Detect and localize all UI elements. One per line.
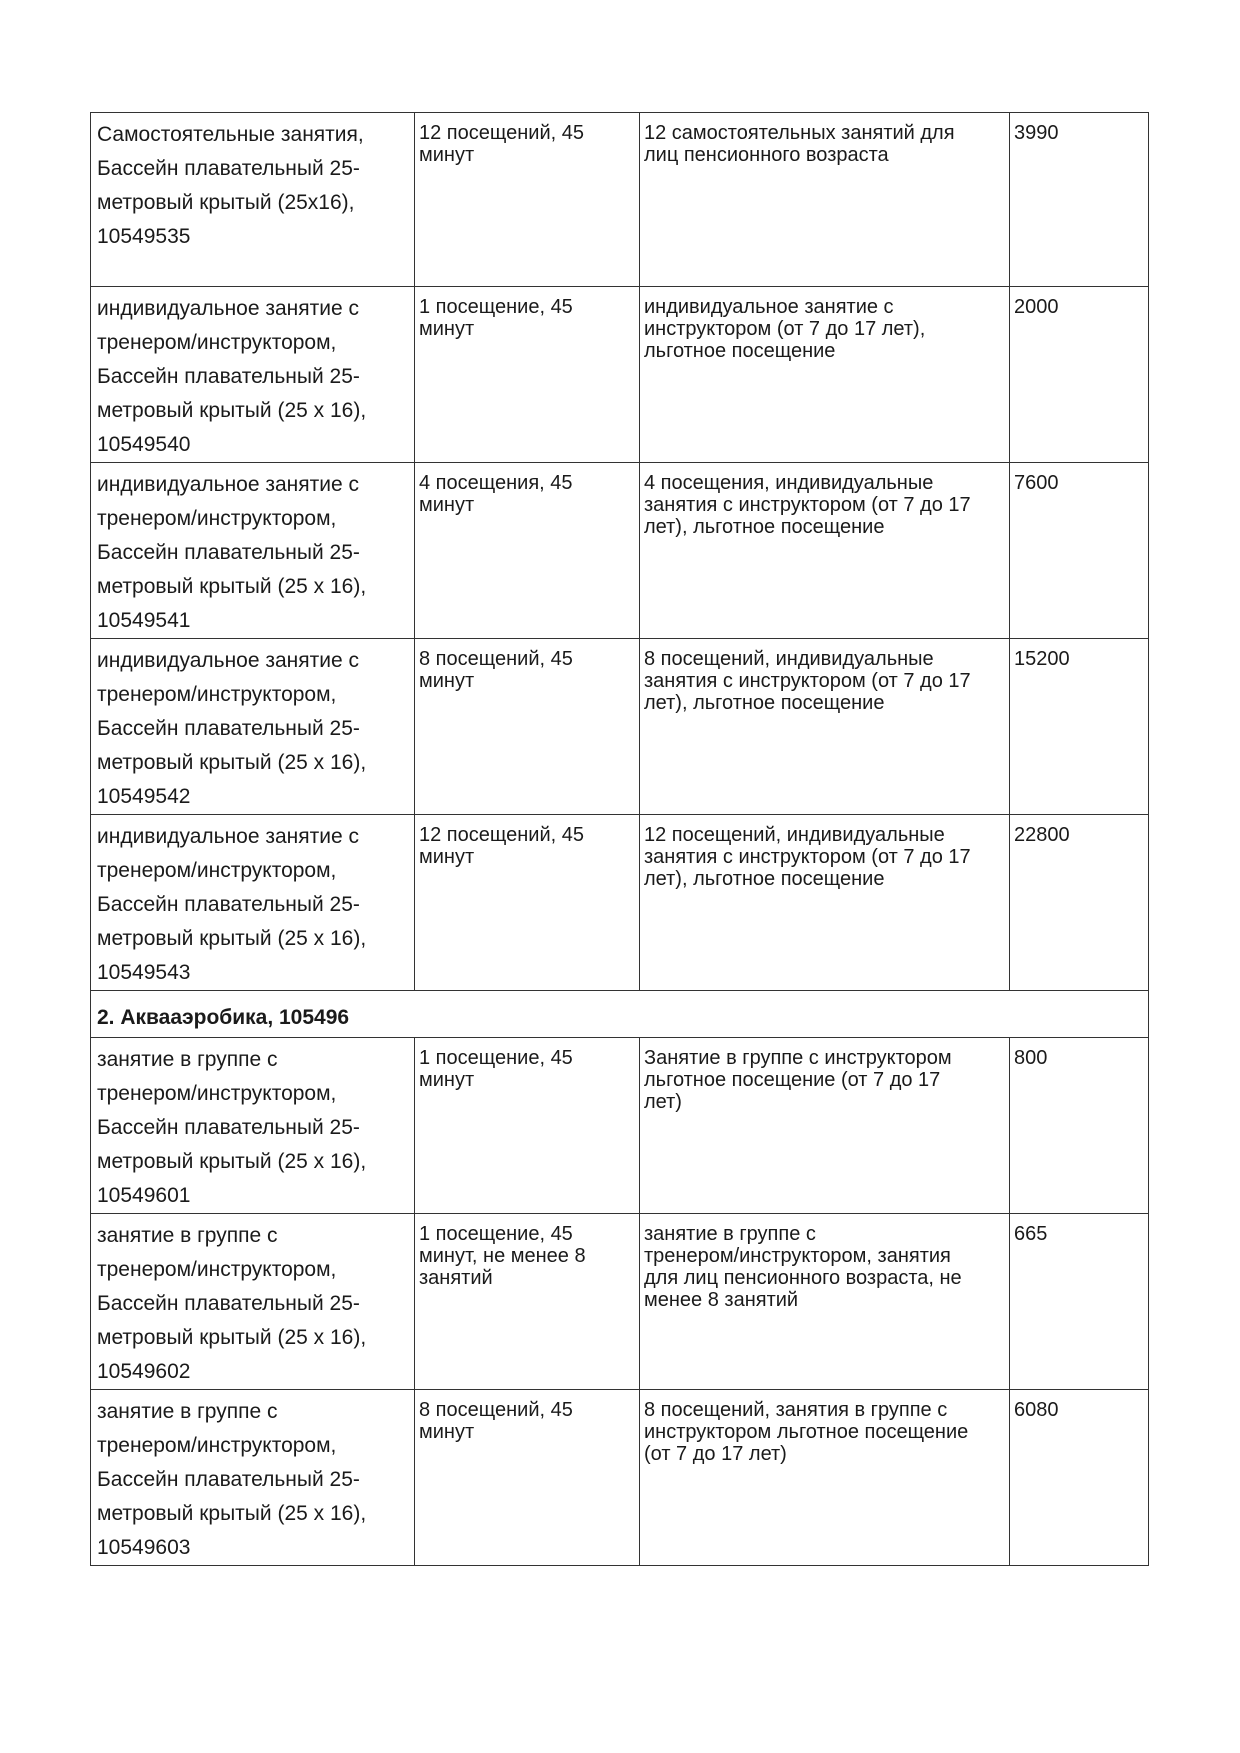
service-name-cell-line: тренером/инструктором, (97, 859, 337, 882)
description-cell-line: (от 7 до 17 лет) (644, 1443, 787, 1465)
service-name-cell-line: Самостоятельные занятия, (97, 123, 364, 146)
service-name-cell-line: индивидуальное занятие с (97, 297, 360, 320)
service-name-cell-line: Бассейн плавательный 25- (97, 1292, 360, 1315)
service-name-cell-line: метровый крытый (25 х 16), (97, 1326, 367, 1349)
description-cell-line: 8 посещений, занятия в группе с (644, 1399, 948, 1421)
service-name-cell-line: метровый крытый (25 х 16), (97, 399, 367, 422)
description-cell (640, 815, 1010, 991)
visits-cell-line: минут (419, 1421, 475, 1443)
visits-cell (415, 463, 640, 639)
service-name-cell-line: занятие в группе с (97, 1400, 278, 1423)
description-cell-line: 12 самостоятельных занятий для (644, 122, 955, 144)
service-name-cell-line: 10549602 (97, 1360, 191, 1383)
price-cell: 7600 (1010, 463, 1149, 639)
description-cell (640, 113, 1010, 287)
service-name-cell (91, 639, 415, 815)
description-cell-line: занятия с инструктором (от 7 до 17 (644, 670, 971, 692)
visits-cell (415, 287, 640, 463)
visits-cell-line: минут (419, 846, 475, 868)
service-name-cell (91, 287, 415, 463)
visits-cell-line: занятий (419, 1267, 493, 1289)
service-name-cell-line: тренером/инструктором, (97, 507, 337, 530)
visits-cell (415, 639, 640, 815)
service-name-cell (91, 463, 415, 639)
table-row (91, 1390, 1149, 1566)
service-name-cell-line: 10549603 (97, 1536, 191, 1559)
service-name-cell (91, 1214, 415, 1390)
description-cell-line: Занятие в группе с инструктором (644, 1047, 952, 1069)
description-cell-line: тренером/инструктором, занятия (644, 1245, 951, 1267)
description-cell-line: 4 посещения, индивидуальные (644, 472, 934, 494)
visits-cell (415, 1038, 640, 1214)
section-header-group (91, 991, 1149, 1038)
service-name-cell-line: Бассейн плавательный 25- (97, 1116, 360, 1139)
table-row (91, 1214, 1149, 1390)
description-cell-line: льготное посещение (644, 340, 836, 362)
service-name-cell-line: индивидуальное занятие с (97, 825, 360, 848)
description-cell-line: менее 8 занятий (644, 1289, 799, 1311)
table-row (91, 815, 1149, 991)
service-name-cell-line: Бассейн плавательный 25- (97, 157, 360, 180)
section-title: 2. Аквааэробика, 105496 (91, 991, 1149, 1038)
description-cell-line: льготное посещение (от 7 до 17 (644, 1069, 941, 1091)
service-name-cell-line: Бассейн плавательный 25- (97, 541, 360, 564)
service-name-cell-line: тренером/инструктором, (97, 1082, 337, 1105)
price-cell: 3990 (1010, 113, 1149, 287)
visits-cell-line: 8 посещений, 45 (419, 1399, 573, 1421)
visits-cell-line: 1 посещение, 45 (419, 1047, 573, 1069)
description-cell-line: инструктором льготное посещение (644, 1421, 969, 1443)
description-cell (640, 1390, 1010, 1566)
price-cell: 15200 (1010, 639, 1149, 815)
service-name-cell-line: индивидуальное занятие с (97, 649, 360, 672)
table-row (91, 287, 1149, 463)
table-row (91, 113, 1149, 287)
visits-cell-line: минут, не менее 8 (419, 1245, 586, 1267)
table-row (91, 1038, 1149, 1214)
visits-cell (415, 113, 640, 287)
visits-cell-line: 8 посещений, 45 (419, 648, 573, 670)
description-cell-line: 8 посещений, индивидуальные (644, 648, 934, 670)
visits-cell-line: минут (419, 318, 475, 340)
visits-cell-line: минут (419, 144, 475, 166)
service-name-cell-line: метровый крытый (25х16), (97, 191, 355, 214)
price-table-body-top (91, 113, 1149, 991)
visits-cell-line: 12 посещений, 45 (419, 122, 584, 144)
service-name-cell-line: 10549540 (97, 433, 191, 456)
description-cell (640, 1038, 1010, 1214)
service-name-cell (91, 815, 415, 991)
description-cell-line: занятия с инструктором (от 7 до 17 (644, 846, 971, 868)
price-cell: 6080 (1010, 1390, 1149, 1566)
service-name-cell-line: 10549601 (97, 1184, 191, 1207)
description-cell-line: 12 посещений, индивидуальные (644, 824, 945, 846)
visits-cell-line: 12 посещений, 45 (419, 824, 584, 846)
visits-cell-line: минут (419, 494, 475, 516)
service-name-cell-line: 10549543 (97, 961, 191, 984)
table-row (91, 639, 1149, 815)
service-name-cell-line: метровый крытый (25 х 16), (97, 751, 367, 774)
service-name-cell (91, 1390, 415, 1566)
service-name-cell-line: 10549542 (97, 785, 191, 808)
price-cell: 665 (1010, 1214, 1149, 1390)
service-name-cell-line: тренером/инструктором, (97, 331, 337, 354)
description-cell (640, 1214, 1010, 1390)
service-name-cell-line: Бассейн плавательный 25- (97, 717, 360, 740)
section-header-row (91, 991, 1149, 1038)
visits-cell-line: 4 посещения, 45 (419, 472, 573, 494)
visits-cell-line: минут (419, 1069, 475, 1091)
service-name-cell-line: метровый крытый (25 х 16), (97, 927, 367, 950)
service-name-cell-line: Бассейн плавательный 25- (97, 893, 360, 916)
visits-cell (415, 1390, 640, 1566)
visits-cell-line: 1 посещение, 45 (419, 1223, 573, 1245)
service-name-cell-line: занятие в группе с (97, 1224, 278, 1247)
description-cell-line: занятия с инструктором (от 7 до 17 (644, 494, 971, 516)
visits-cell-line: 1 посещение, 45 (419, 296, 573, 318)
description-cell-line: лет), льготное посещение (644, 868, 885, 890)
description-cell-line: лиц пенсионного возраста (644, 144, 889, 166)
service-name-cell-line: тренером/инструктором, (97, 1258, 337, 1281)
price-table-body-bottom (91, 1038, 1149, 1566)
service-name-cell-line: тренером/инструктором, (97, 683, 337, 706)
service-name-cell-line: тренером/инструктором, (97, 1434, 337, 1457)
description-cell-line: индивидуальное занятие с (644, 296, 894, 318)
service-name-cell-line: Бассейн плавательный 25- (97, 365, 360, 388)
description-cell (640, 463, 1010, 639)
service-name-cell (91, 113, 415, 287)
service-name-cell-line: метровый крытый (25 х 16), (97, 575, 367, 598)
service-name-cell-line: занятие в группе с (97, 1048, 278, 1071)
service-name-cell-line: Бассейн плавательный 25- (97, 1468, 360, 1491)
price-cell: 800 (1010, 1038, 1149, 1214)
description-cell-line: для лиц пенсионного возраста, не (644, 1267, 962, 1289)
service-name-cell-line: 10549541 (97, 609, 191, 632)
description-cell-line: занятие в группе с (644, 1223, 816, 1245)
description-cell-line: инструктором (от 7 до 17 лет), (644, 318, 926, 340)
service-name-cell (91, 1038, 415, 1214)
description-cell-line: лет), льготное посещение (644, 692, 885, 714)
price-table (90, 112, 1149, 1566)
service-name-cell-line: метровый крытый (25 х 16), (97, 1150, 367, 1173)
description-cell (640, 639, 1010, 815)
table-row (91, 463, 1149, 639)
service-name-cell-line: метровый крытый (25 х 16), (97, 1502, 367, 1525)
description-cell (640, 287, 1010, 463)
price-cell: 22800 (1010, 815, 1149, 991)
description-cell-line: лет), льготное посещение (644, 516, 885, 538)
visits-cell-line: минут (419, 670, 475, 692)
description-cell-line: лет) (644, 1091, 682, 1113)
visits-cell (415, 815, 640, 991)
price-cell: 2000 (1010, 287, 1149, 463)
service-name-cell-line: 10549535 (97, 225, 191, 248)
service-name-cell-line: индивидуальное занятие с (97, 473, 360, 496)
visits-cell (415, 1214, 640, 1390)
